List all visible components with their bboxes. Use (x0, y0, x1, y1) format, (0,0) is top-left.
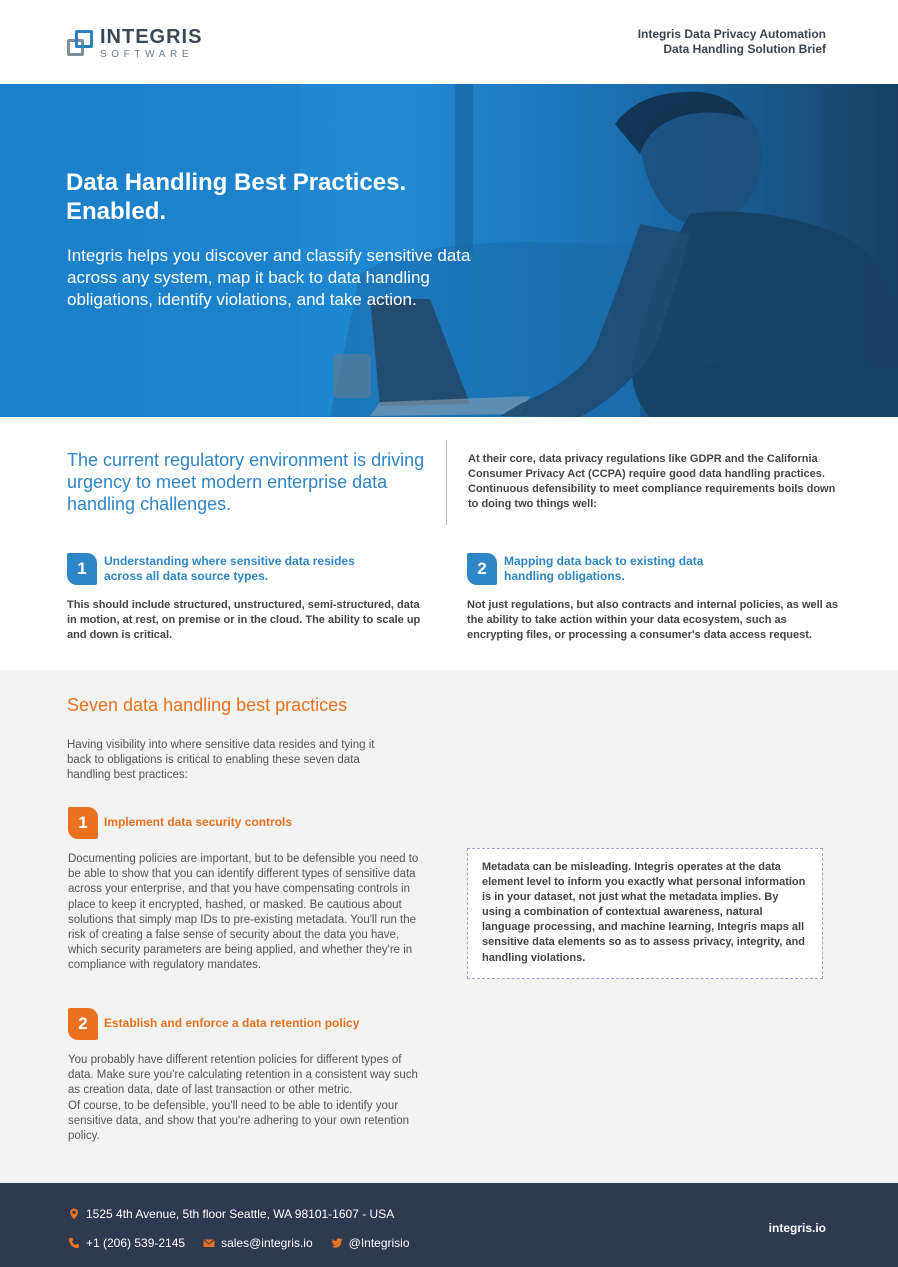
footer-address: 1525 4th Avenue, 5th floor Seattle, WA 98101-1607 - USA (86, 1207, 395, 1221)
step-2-body: Not just regulations, but also contracts and internal policies, as well as the ability to take action within your data ecosystem, such as encrypting files, or processing a consumer's data access request. (467, 599, 839, 641)
footer-twitter-item[interactable] (331, 1236, 410, 1250)
page-header (0, 0, 898, 84)
hero-title-line1: Data Handling Best Practices. (66, 169, 407, 196)
practice-1-body: Documenting policies are important, but to be defensible you need to be able to show that you can identify different types of sensitive data across your enterprise, and that you have compensating controls in place to keep it encrypted, hashed, or masked. Be cautious about solutions that simply map IDs to pre-existing metadata. You'll run the risk of creating a false sense of security about the data you have, which security parameters are being applied, and whether they're in compliance with regulatory mandates. (68, 853, 419, 972)
footer-phone-item[interactable] (68, 1236, 185, 1250)
step-1-body: This should include structured, unstructured, semi-structured, data in motion, at rest, on premise or in the cloud. The ability to scale up and down is critical. (67, 599, 421, 641)
step-2-badge: 2 (467, 553, 497, 585)
hero-title-line2: Enabled. (66, 198, 167, 225)
step-1-title (104, 554, 355, 584)
footer-email-item[interactable] (203, 1236, 313, 1250)
footer-contact-row (68, 1236, 428, 1250)
footer-website-link[interactable]: integris.io (768, 1221, 826, 1235)
best-practices-title: Seven data handling best practices (67, 695, 348, 715)
step-1-badge: 1 (67, 553, 97, 585)
hero-subtitle: Integris helps you discover and classify sensitive data across any system, map it back to data handling obligations, identify violations, and take action. (67, 246, 471, 309)
step-1-title-line1: Understanding where sensitive data resides (104, 554, 355, 568)
step-2-title (504, 554, 703, 584)
practice-2-title: Establish and enforce a data retention policy (104, 1016, 360, 1030)
logo-subtitle: SOFTWARE (100, 49, 194, 60)
footer-phone: +1 (206) 539-2145 (86, 1236, 186, 1250)
best-practices-intro: Having visibility into where sensitive data resides and tying it back to obligations is critical to enabling these seven data handling best practices: (67, 739, 375, 781)
practice-2-body-para2: Of course, to be defensible, you'll need to be able to identify your sensitive data, and show that you're adhering to your own retention policy. (68, 1099, 410, 1143)
email-icon (203, 1237, 215, 1249)
practice-2-body (68, 1053, 426, 1144)
document-title-line2: Data Handling Solution Brief (663, 42, 826, 56)
practice-2-badge: 2 (68, 1008, 98, 1040)
document-title-line1: Integris Data Privacy Automation (637, 27, 826, 41)
footer-address-row (68, 1207, 394, 1221)
document-title (638, 27, 826, 57)
footer-twitter: @Integrisio (348, 1236, 410, 1250)
intro-divider (446, 440, 447, 525)
logo-name: INTEGRIS (100, 26, 203, 48)
location-pin-icon (68, 1208, 80, 1220)
step-1-title-line2: across all data source types. (104, 569, 269, 583)
hero-banner (0, 84, 898, 417)
step-2-title-line1: Mapping data back to existing data (504, 554, 704, 568)
intro-headline: The current regulatory environment is driving urgency to meet modern enterprise data handling challenges. (67, 450, 425, 514)
intro-body: At their core, data privacy regulations like GDPR and the California Consumer Privacy Act (CCPA) require good data handling practices. Continuous defensibility to meet compliance requirements boils down to doing two things well: (468, 453, 836, 510)
practice-1-title: Implement data security controls (104, 815, 293, 829)
twitter-icon (331, 1237, 343, 1249)
page-footer (0, 1183, 898, 1267)
step-2-title-line2: handling obligations. (504, 569, 625, 583)
footer-email: sales@integris.io (221, 1236, 313, 1250)
phone-icon (68, 1237, 80, 1249)
practice-1-badge: 1 (68, 807, 98, 839)
integris-logo[interactable] (67, 27, 202, 60)
logo-mark-icon (67, 30, 94, 58)
hero-title (66, 168, 406, 226)
metadata-callout: Metadata can be misleading. Integris operates at the data element level to inform you exactly what personal information is in your dataset, not just what the metadata implies. By using a combination of contextual awareness, natural language processing, and machine learning, Integris maps all sensitive data elements so as to assess privacy, integrity, and handling violations. (467, 848, 823, 979)
practice-2-body-para1: You probably have different retention policies for different types of data. Make sure you're calculating retention in a consistent way such as creation data, date of last transaction or other metric. (68, 1054, 418, 1097)
